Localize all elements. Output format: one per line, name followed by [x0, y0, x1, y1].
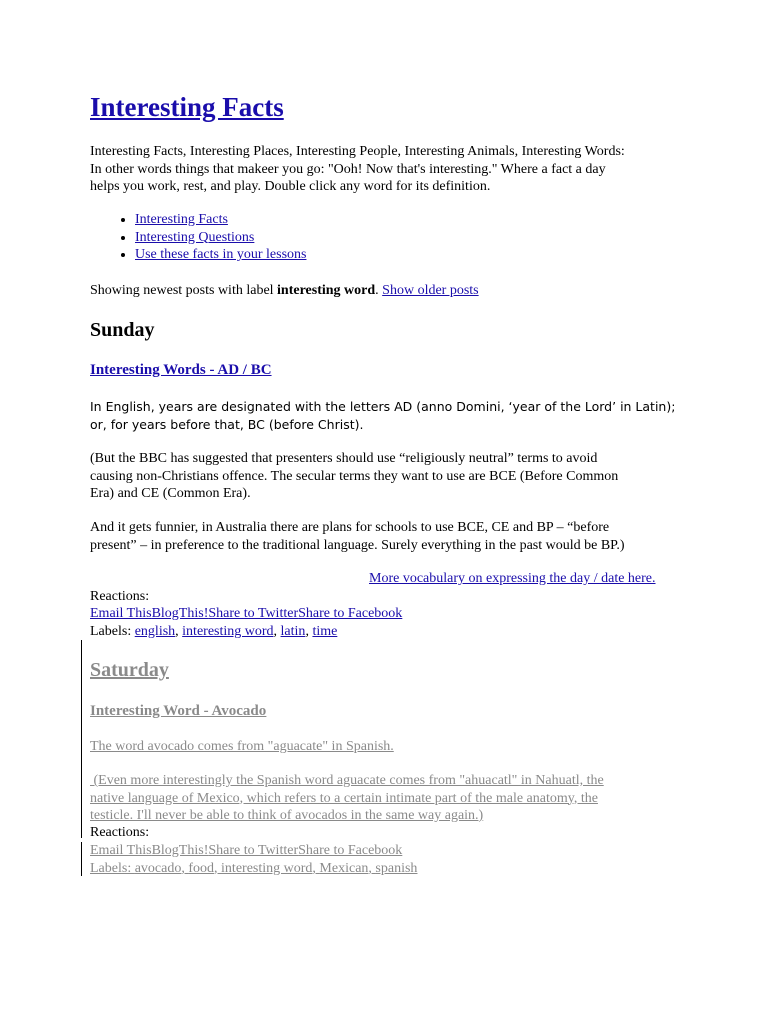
paragraph-line: or, for years before that, BC (before Christ). [90, 416, 364, 432]
description-line: Interesting Facts, Interesting Places, Interesting People, Interesting Animals, Interesting Words: [90, 144, 625, 159]
status-label: interesting word [277, 283, 376, 298]
label-link[interactable]: time [312, 624, 338, 639]
blogthis-link[interactable]: BlogThis! [151, 843, 209, 858]
blog-title-link[interactable]: Interesting Facts [90, 92, 284, 122]
paragraph-line: native language of Mexico, which refers to a certain intimate part of the male anatomy, the [90, 790, 598, 806]
description-line: helps you work, rest, and play. Double click any word for its definition. [90, 179, 491, 194]
labels-prefix: Labels: [90, 861, 135, 876]
reactions-label: Reactions: [90, 589, 150, 604]
label-link[interactable]: Mexican [319, 861, 369, 876]
label-link[interactable]: english [134, 624, 176, 639]
more-vocabulary-link[interactable]: More vocabulary on expressing the day / date here. [369, 571, 656, 586]
share-twitter-link[interactable]: Share to Twitter [208, 843, 299, 858]
blog-title [90, 90, 284, 124]
label-link[interactable]: avocado [134, 861, 182, 876]
selection-edge-line [81, 640, 82, 838]
blogthis-link[interactable]: BlogThis! [151, 606, 209, 621]
label-status [90, 282, 479, 300]
email-this-link[interactable]: Email This [90, 843, 152, 858]
paragraph-line: And it gets funnier, in Australia there are plans for schools to use BCE, CE and BP – “before [90, 520, 610, 535]
paragraph-line: present” – in preference to the traditional language. Surely everything in the past would be BP.) [90, 537, 625, 553]
nav-item [135, 246, 306, 264]
label-link[interactable]: interesting word [221, 861, 313, 876]
label-link[interactable]: spanish [375, 861, 418, 876]
share-bar [90, 605, 402, 623]
post-labels: Labels: avocado, food, interesting word, Mexican, spanish [90, 861, 418, 876]
share-twitter-link[interactable]: Share to Twitter [208, 606, 299, 621]
date-header: Saturday [90, 659, 169, 681]
label-link[interactable]: interesting word [182, 624, 274, 639]
labels-prefix: Labels: [90, 624, 135, 639]
label-link[interactable]: latin [280, 624, 306, 639]
date-header: Sunday [90, 319, 155, 341]
share-facebook-link[interactable]: Share to Facebook [298, 606, 403, 621]
nav-item [135, 211, 306, 229]
post-paragraph [90, 519, 690, 554]
post-paragraph [90, 398, 690, 433]
selection-edge-line [81, 842, 82, 876]
paragraph-line: (But the BBC has suggested that presenters should use “religiously neutral” terms to avoid [90, 451, 598, 466]
post-title-link[interactable]: Interesting Words - AD / BC [90, 362, 272, 378]
share-facebook-link[interactable]: Share to Facebook [298, 843, 403, 858]
blog-nav-list [90, 211, 306, 264]
label-link[interactable]: food [188, 861, 215, 876]
nav-link-interesting-questions[interactable]: Interesting Questions [135, 229, 255, 245]
show-older-posts-link[interactable]: Show older posts [382, 283, 479, 298]
paragraph-line: Era) and CE (Common Era). [90, 486, 251, 501]
post-paragraph [90, 772, 690, 825]
paragraph-line: causing non-Christians offence. The secular terms they want to use are BCE (Before Common [90, 468, 619, 484]
nav-link-use-facts-lessons[interactable]: Use these facts in your lessons [135, 247, 307, 262]
paragraph-line: In English, years are designated with the letters AD (anno Domini, ‘year of the Lord’ in Latin); [90, 399, 676, 414]
nav-link-interesting-facts[interactable]: Interesting Facts [135, 212, 228, 227]
blog-description [90, 143, 690, 196]
nav-item [135, 229, 306, 247]
description-line: In other words things that makeer you go: "Ooh! Now that's interesting." Where a fact a day [90, 161, 606, 177]
post-title [90, 702, 266, 721]
post-title-link[interactable]: Interesting Word - Avocado [90, 703, 267, 719]
post-labels: Labels: english, interesting word, latin, time [90, 624, 338, 639]
post-title [90, 361, 272, 380]
status-prefix: Showing newest posts with label [90, 283, 278, 298]
status-suffix: . [375, 283, 383, 298]
post-paragraph [90, 738, 690, 756]
share-bar [90, 842, 402, 860]
paragraph-line: The word avocado comes from "aguacate" in Spanish. [90, 739, 394, 754]
post-paragraph [90, 450, 690, 503]
paragraph-line: (Even more interestingly the Spanish word aguacate comes from "ahuacatl" in Nahuatl, the [90, 773, 604, 788]
reactions-label: Reactions: [90, 825, 150, 840]
email-this-link[interactable]: Email This [90, 606, 152, 621]
paragraph-line: testicle. I'll never be able to think of avocados in the same way again.) [90, 808, 484, 823]
